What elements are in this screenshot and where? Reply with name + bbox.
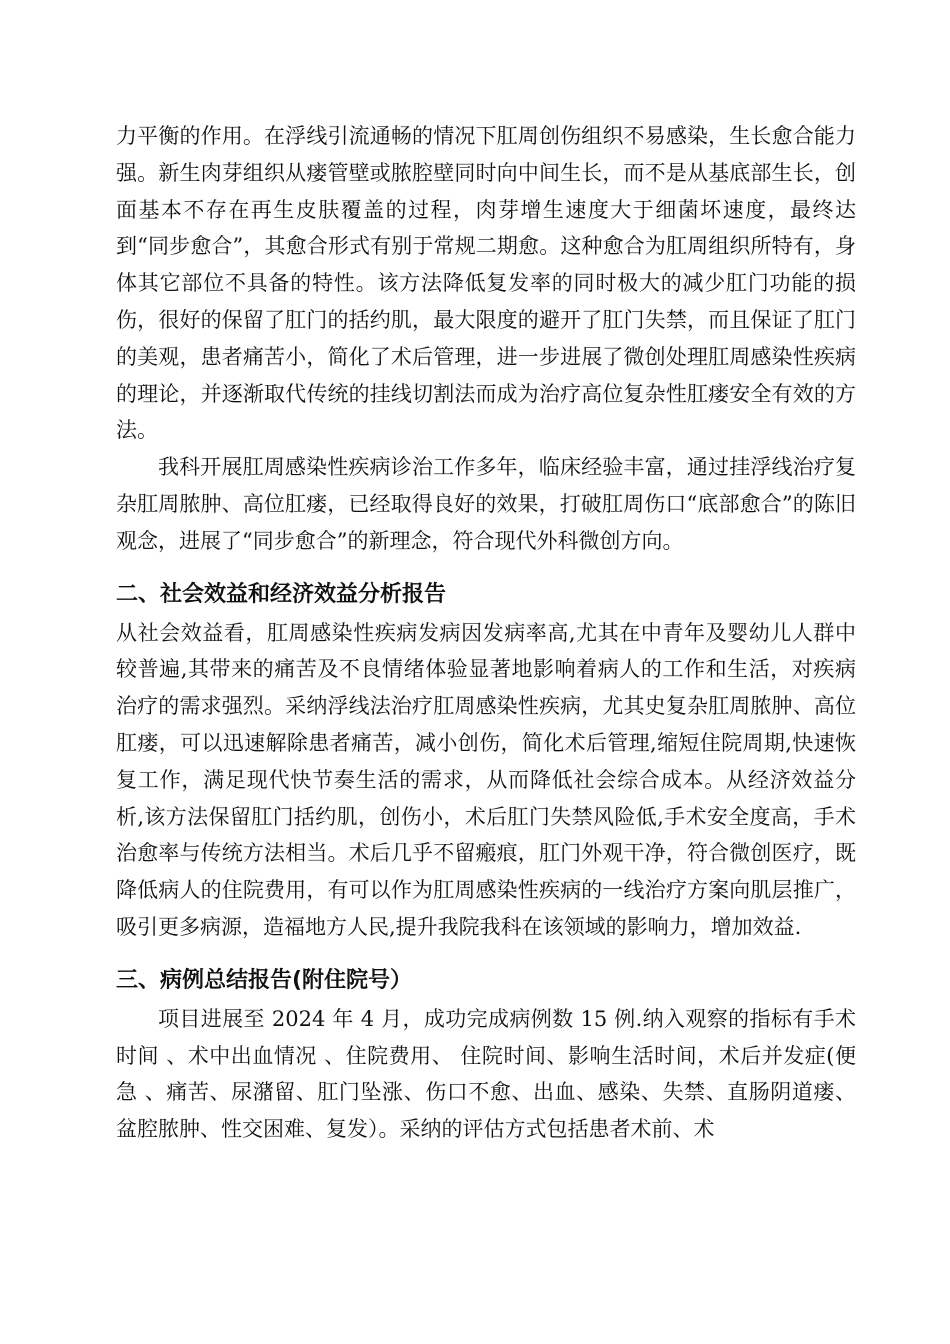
section-heading-case-summary: 三、病例总结报告(附住院号） — [116, 967, 413, 993]
document-body — [116, 118, 856, 1148]
section-heading-benefits: 二、社会效益和经济效益分析报告 — [116, 581, 447, 607]
paragraph-healing-mechanism: 力平衡的作用。在浮线引流通畅的情况下肛周创伤组织不易感染，生长愈合能力强。新生肉芽组织从瘘管壁或脓腔壁同时向中间生长，而不是从基底部生长，创面基本不存在再生皮肤覆盖的过程，肉芽增生速度大于细菌坏速度，最终达到“同步愈合”，其愈合形式有别于常规二期愈。这种愈合为肛周组织所特有，身体其它部位不具备的特性。该方法降低复发率的同时极大的减少肛门功能的损伤，很好的保留了肛门的括约肌，最大限度的避开了肛门失禁，而且保证了肛门的美观，患者痛苦小，简化了术后管理，进一步进展了微创处理肛周感染性疾病的理论，并逐渐取代传统的挂线切割法而成为治疗高位复杂性肛瘘安全有效的方法。 — [116, 124, 856, 443]
paragraph-benefits-analysis: 从社会效益看，肛周感染性疾病发病因发病率高,尤其在中青年及婴幼儿人群中较普遍,其带来的痛苦及不良情绪体验显著地影响着病人的工作和生活，对疾病治疗的需求强烈。采纳浮线法治疗肛周感染性疾病，尤其史复杂肛周脓肿、高位肛瘘，可以迅速解除患者痛苦，减小创伤，简化术后管理,缩短住院周期,快速恢复工作，满足现代快节奏生活的需求，从而降低社会综合成本。从经济效益分析,该方法保留肛门括约肌，创伤小，术后肛门失禁风险低,手术安全度高，手术治愈率与传统方法相当。术后几乎不留瘢痕，肛门外观干净，符合微创医疗，既降低病人的住院费用，有可以作为肛周感染性疾病的一线治疗方案向肌层推广，吸引更多病源，造福地方人民,提升我院我科在该领域的影响力，增加效益. — [116, 620, 856, 939]
paragraph-department-experience: 我科开展肛周感染性疾病诊治工作多年，临床经验丰富，通过挂浮线治疗复杂肛周脓肿、高位肛瘘，已经取得良好的效果，打破肛周伤口“底部愈合”的陈旧观念，进展了“同步愈合”的新理念，符合现代外科微创方向。 — [116, 455, 856, 553]
paragraph-case-summary: 项目进展至 2024 年 4 月，成功完成病例数 15 例.纳入观察的指标有手术时间 、术中出血情况 、住院费用、 住院时间、影响生活时间，术后并发症(便急 、痛苦、尿潴留、肛门坠涨、伤口不愈、出血、感染、失禁、直肠阴道瘘、盆腔脓肿、性交困难、复发）。采纳的评估方式包括患者术前、术 — [116, 1006, 856, 1142]
